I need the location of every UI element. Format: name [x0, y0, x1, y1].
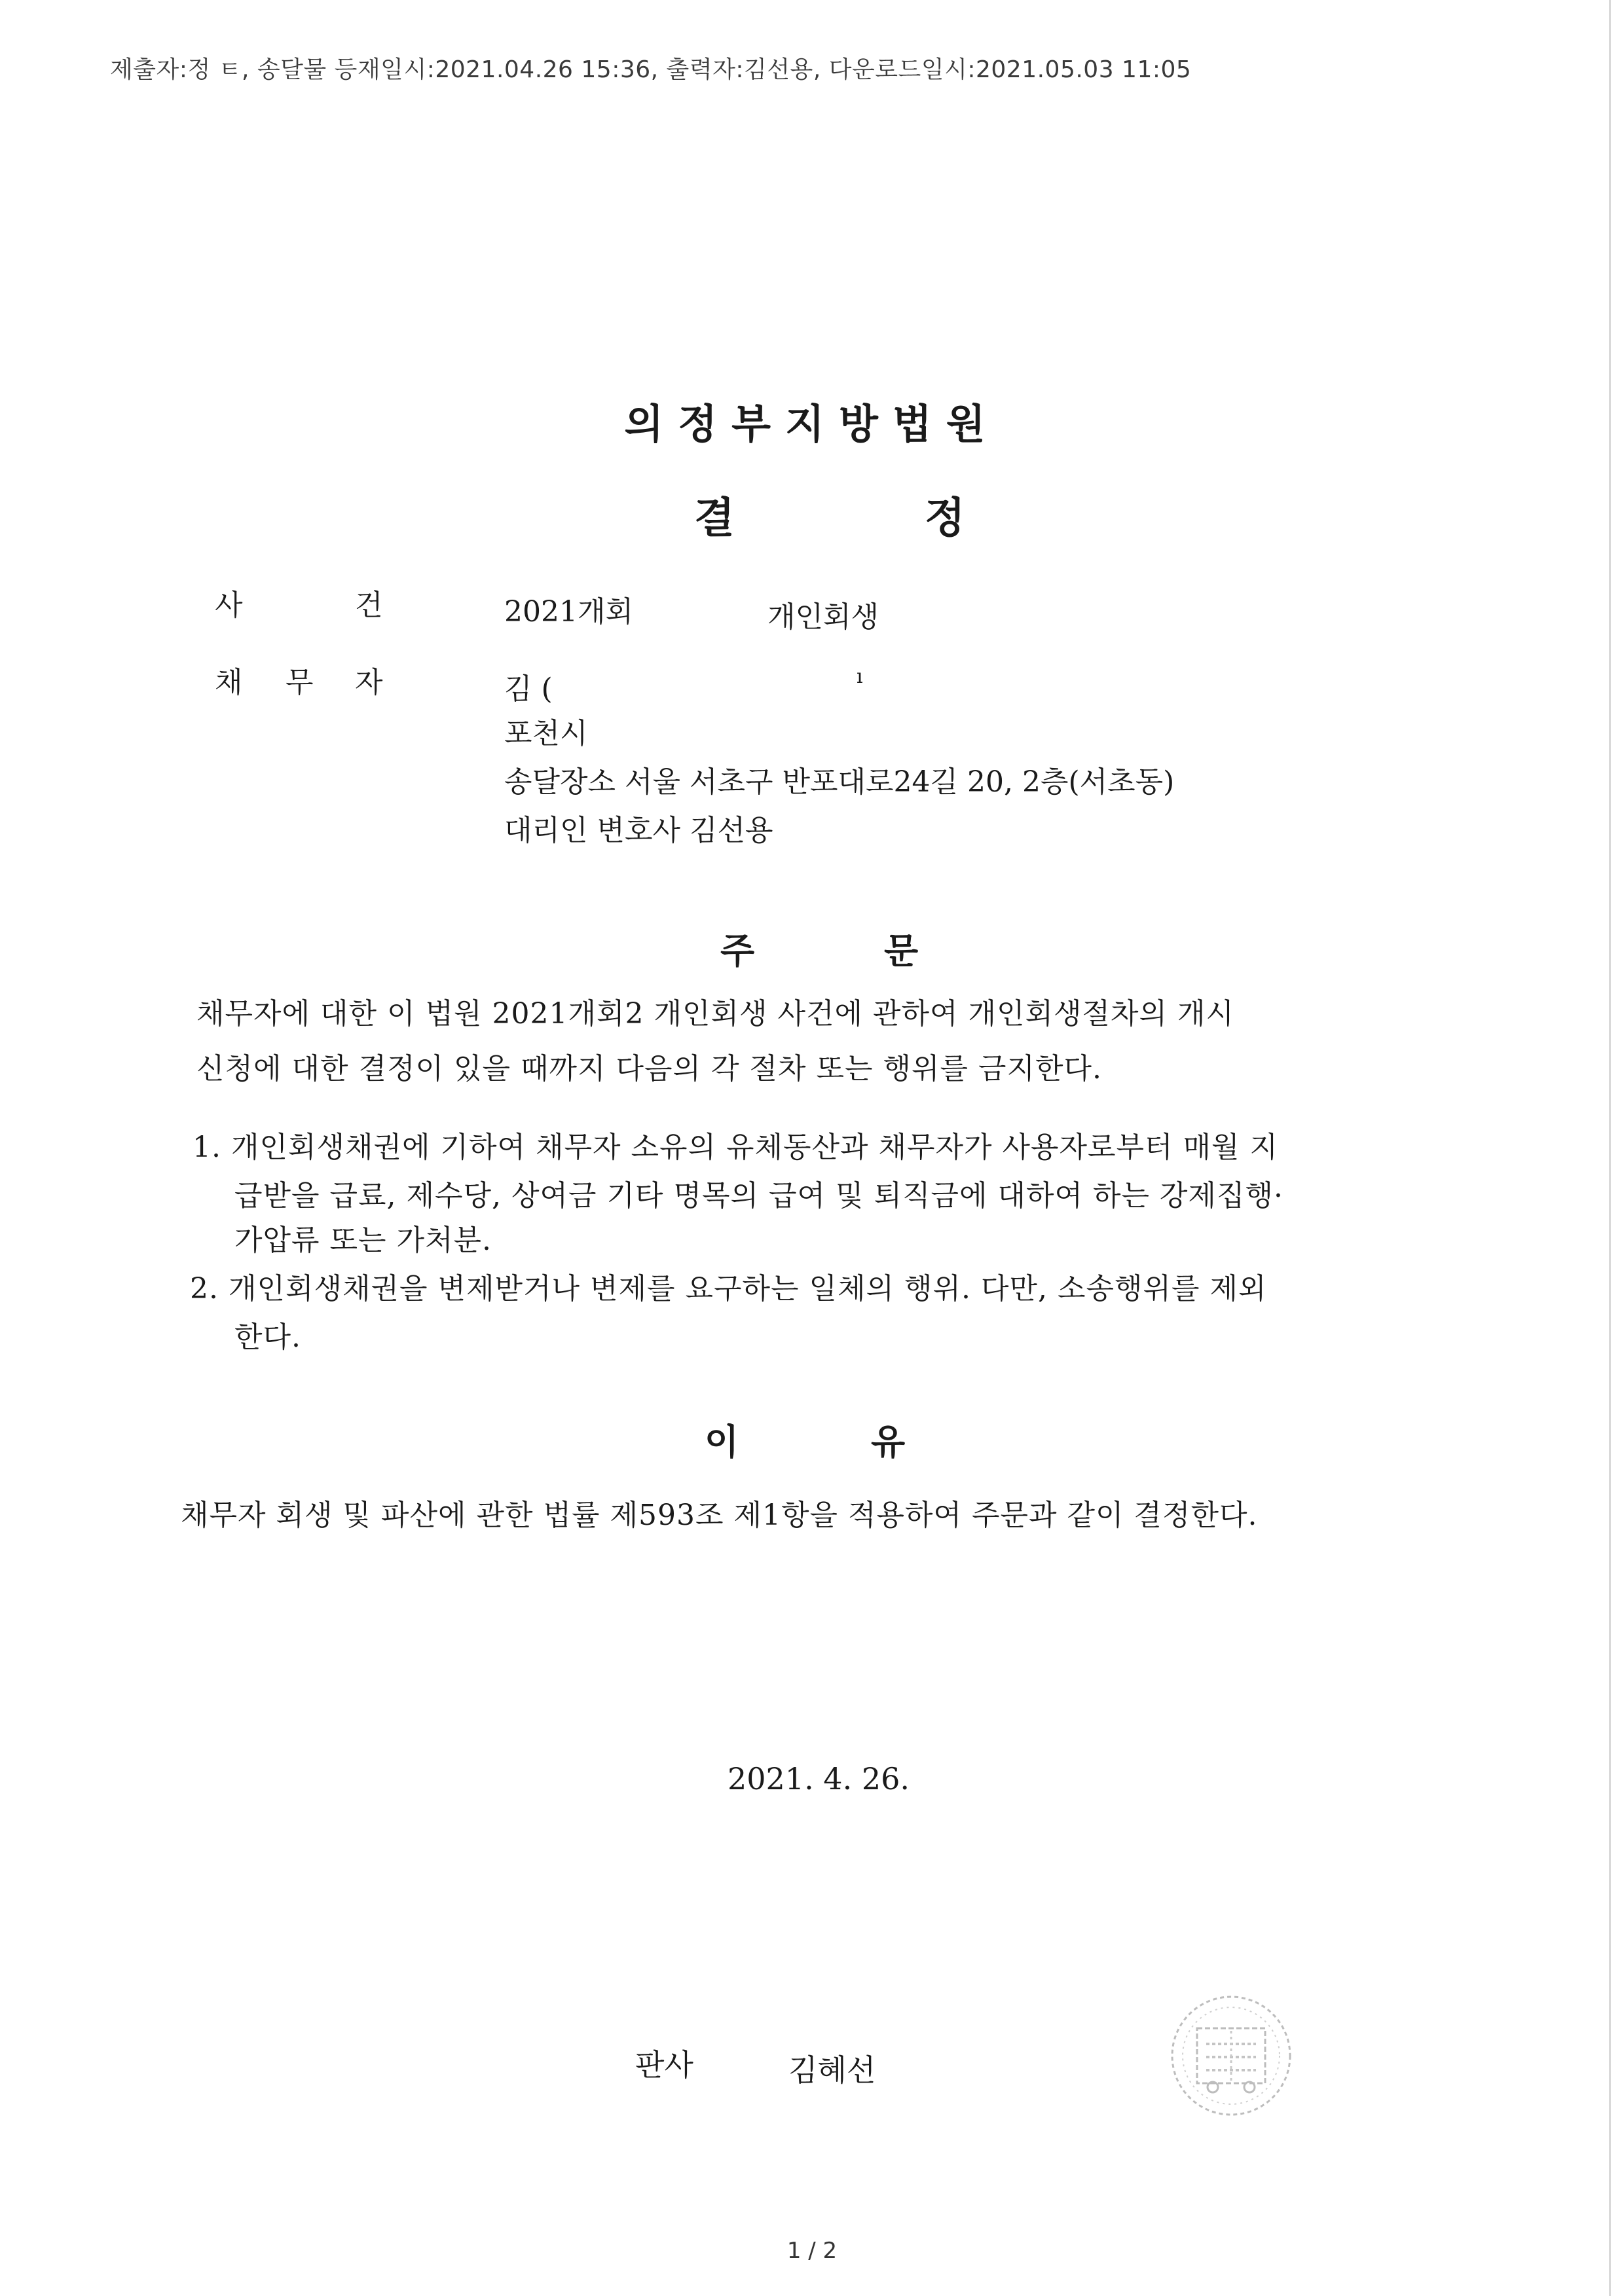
- court-seal-icon: [1167, 1992, 1295, 2120]
- debtor-name-end: ı: [857, 665, 863, 688]
- order-item-2-line-1: 2. 개인회생채권을 변제받거나 변제를 요구하는 일체의 행위. 다만, 소송행위를 제외: [190, 1272, 1267, 1305]
- court-seal-stamp: [1167, 1992, 1295, 2120]
- court-name: 의정부지방법원: [624, 400, 1000, 448]
- order-item-1-line-2: 급받을 급료, 제수당, 상여금 기타 명목의 급여 및 퇴직금에 대하여 하는 강제집행·: [234, 1179, 1283, 1212]
- order-item-1-line-3: 가압류 또는 가처분.: [234, 1224, 492, 1257]
- debtor-agent: 대리인 변호사 김선용: [504, 814, 773, 847]
- page-edge: [1609, 0, 1611, 2296]
- order-intro-line-2: 신청에 대한 결정이 있을 때까지 다음의 각 절차 또는 행위를 금지한다.: [196, 1052, 1102, 1085]
- reason-heading-char-2: 유: [871, 1421, 906, 1463]
- reason-heading-char-1: 이: [705, 1421, 739, 1463]
- case-type: 개인회생: [767, 600, 879, 634]
- debtor-label-char-1: 채: [215, 666, 243, 699]
- order-heading-char-1: 주: [720, 930, 755, 972]
- case-number: 2021개회: [504, 595, 633, 629]
- page-number: 1 / 2: [786, 2238, 838, 2264]
- order-intro-line-1: 채무자에 대한 이 법원 2021개회2 개인회생 사건에 관하여 개인회생절차의 개시: [196, 997, 1234, 1030]
- reason-text: 채무자 회생 및 파산에 관한 법률 제593조 제1항을 적용하여 주문과 같이 결정한다.: [181, 1499, 1258, 1532]
- document-title-char-2: 정: [925, 494, 965, 543]
- order-heading-char-2: 문: [884, 930, 919, 972]
- case-label-char-1: 사: [215, 589, 243, 622]
- order-item-2-line-2: 한다.: [234, 1321, 301, 1354]
- debtor-address: 포천시: [504, 717, 588, 750]
- debtor-name: 김 (: [504, 672, 553, 706]
- debtor-label-char-2: 무: [286, 666, 314, 699]
- decision-date: 2021. 4. 26.: [728, 1761, 910, 1796]
- download-header: 제출자:정 ㅌ, 송달물 등재일시:2021.04.26 15:36, 출력자:김선용, 다운로드일시:2021.05.03 11:05: [110, 56, 1192, 83]
- debtor-label-char-3: 자: [355, 666, 383, 699]
- order-item-1-line-1: 1. 개인회생채권에 기하여 채무자 소유의 유체동산과 채무자가 사용자로부터 매월 지: [193, 1131, 1278, 1164]
- delivery-place: 송달장소 서울 서초구 반포대로24길 20, 2층(서초동): [504, 765, 1175, 799]
- judge-name: 김혜선: [788, 2052, 876, 2088]
- document-title-char-1: 결: [694, 494, 735, 543]
- case-label-char-2: 건: [355, 589, 383, 622]
- judge-title: 판사: [635, 2047, 693, 2083]
